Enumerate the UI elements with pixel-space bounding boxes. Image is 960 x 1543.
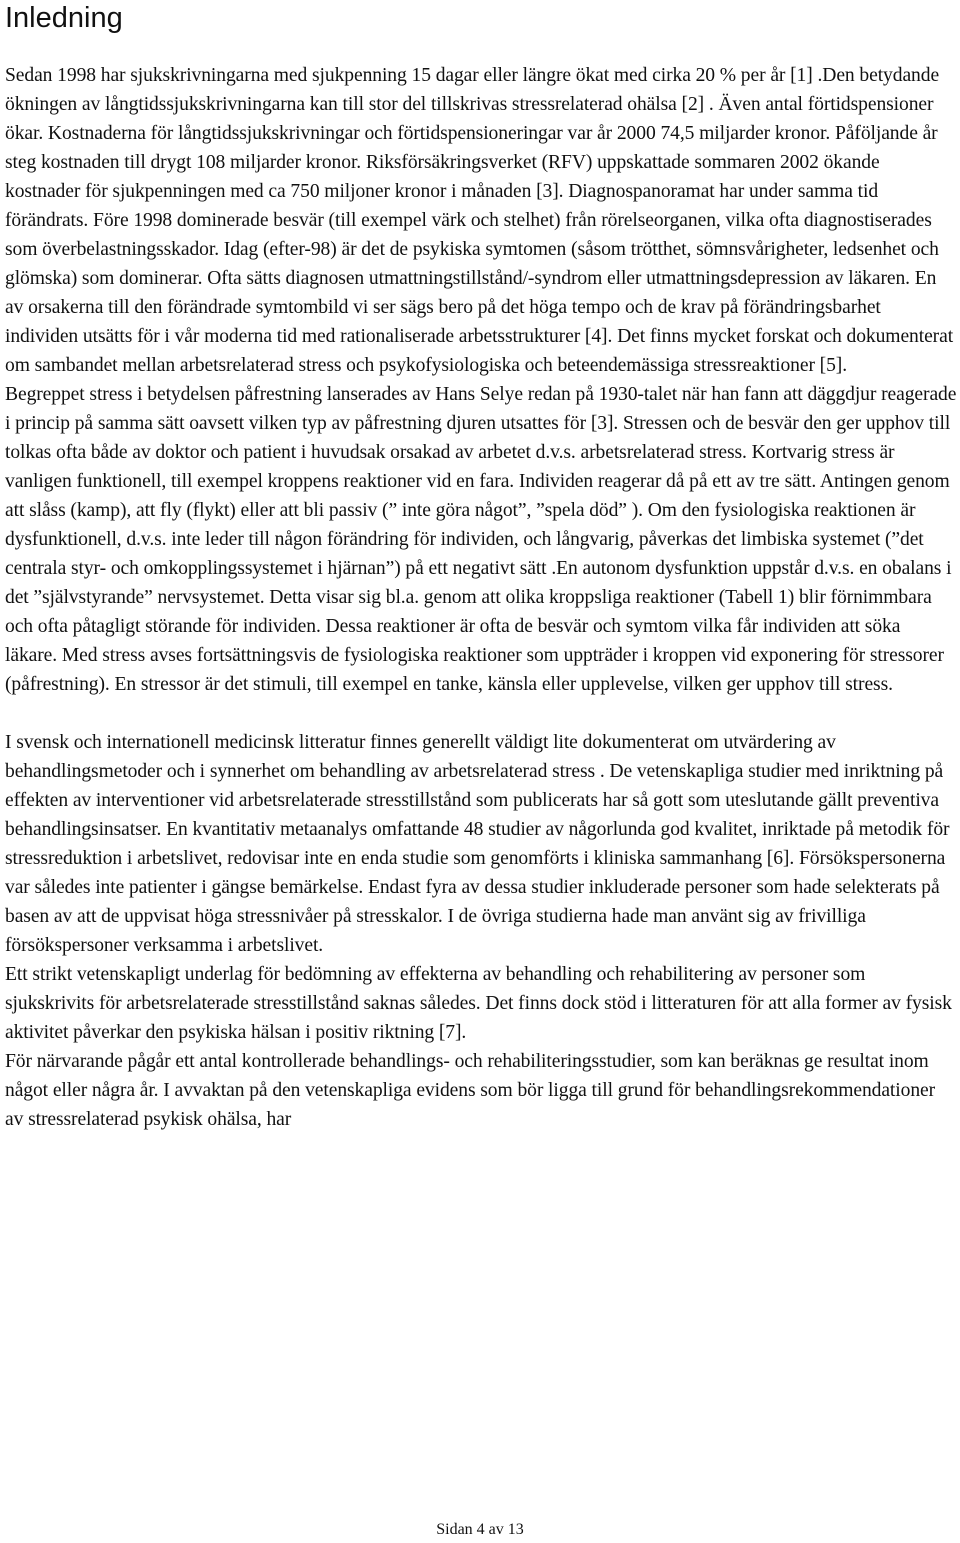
paragraph-intro-statistics: Sedan 1998 har sjukskrivningarna med sjukpenning 15 dagar eller längre ökat med cirka 20 % per år [1] .Den betydande ökningen av långtidssjukskrivningarna kan till stor del tillskrivas stressrelaterad ohälsa [2] . Även antal förtidspensioner ökar. Kostnaderna för långtidssjukskrivningar och förtidspensioneringar var år 2000 74,5 miljarder kronor. Påföljande år steg kostnaden till drygt 108 miljarder kronor. Riksförsäkringsverket (RFV) uppskattade sommaren 2002 ökande kostnader för sjukpenningen med ca 750 miljoner kronor i månaden [3]. Diagnospanoramat har under samma tid förändrats. Före 1998 dominerade besvär (till exempel värk och stelhet) från rörelseorganen, vilka ofta diagnostiserades som överbelastningsskador. Idag (efter-98) är det de psykiska symtomen (såsom trötthet, sömnsvårigheter, ledsenhet och glömska) som dominerar. Ofta sätts diagnosen utmattningstillstånd/-syndrom eller utmattningsdepression av läkaren. En av orsakerna till den förändrade symtombild vi ser sägs bero på det höga tempo och de krav på förändringsbarhet individen utsätts för i vår moderna tid med rationaliserade arbetsstrukturer [4]. Det finns mycket forskat och dokumenterat om sambandet mellan arbetsrelaterad stress och psykofysiologiska och beteendemässiga stressreaktioner [5]. [5, 65, 954, 376]
paragraph-spacer [5, 699, 957, 728]
paragraph-ongoing-studies: För närvarande pågår ett antal kontrollerade behandlings- och rehabiliteringsstudier, som kan beräknas ge resultat inom något eller några år. I avvaktan på den vetenskapliga evidens som bör ligga till grund för behandlingsrekommendationer av stressrelaterad psykisk ohälsa, har [5, 1051, 936, 1130]
paragraph-literature-review: I svensk och internationell medicinsk litteratur finnes generellt väldigt lite dokumenterat om utvärdering av behandlingsmetoder och i synnerhet om behandling av arbetsrelaterad stress . De vetenskapliga studier med inriktning på effekten av interventioner vid arbetsrelaterade stresstillstånd som publicerats har så gott som uteslutande gällt preventiva behandlingsinsatser. En kvantitativ metaanalys omfattande 48 studier av någorlunda god kvalitet, inriktade på metodik för stressreduktion i arbetslivet, redovisar inte en enda studie som genomförts i kliniska sammanhang [6]. Försökspersonerna var således inte patienter i gängse bemärkelse. Endast fyra av dessa studier inkluderade personer som hade selekterats på basen av att de uppvisat höga stressnivåer på stresskalor. I de övriga studierna hade man använt sig av frivilliga försökspersoner verksamma i arbetslivet. [5, 732, 950, 956]
document-page [5, 0, 957, 1134]
page-number-footer: Sidan 4 av 13 [436, 1521, 524, 1538]
paragraph-scientific-basis: Ett strikt vetenskapligt underlag för bedömning av effekterna av behandling och rehabilitering av personer som sjukskrivits för arbetsrelaterade stresstillstånd saknas således. Det finns dock stöd i litteraturen för att alla former av fysisk aktivitet påverkar den psykiska hälsan i positiv riktning [7]. [5, 964, 952, 1043]
section-heading: Inledning [5, 2, 123, 34]
paragraph-stress-definition: Begreppet stress i betydelsen påfrestning lanserades av Hans Selye redan på 1930-talet när han fann att däggdjur reagerade i princip på samma sätt oavsett vilken typ av påfrestning djuren utsattes för [3]. Stressen och de besvär den ger upphov till tolkas ofta både av doktor och patient i huvudsak orsakad av arbetet d.v.s. arbetsrelaterad stress. Kortvarig stress är vanligen funktionell, till exempel kroppens reaktioner vid en fara. Individen reagerar då på ett av tre sätt. Antingen genom att slåss (kamp), att fly (flykt) eller att bli passiv (” inte göra något”, ”spela död” ). Om den fysiologiska reaktionen är dysfunktionell, d.v.s. inte leder till någon förändring för individen, och långvarig, påverkas det limbiska systemet (”det centrala styr- och omkopplingssystemet i hjärnan”) på ett negativt sätt .En autonom dysfunktion uppstår d.v.s. en obalans i det ”självstyrande” nervsystemet. Detta visar sig bl.a. genom att olika kroppsliga reaktioner (Tabell 1) blir förnimmbara och ofta påtagligt störande för individen. Dessa reaktioner är ofta de besvär och symtom vilka får individen att söka läkare. Med stress avses fortsättningsvis de fysiologiska reaktioner som uppträder i kroppen vid exponering för stressorer (påfrestning). En stressor är det stimuli, till exempel en tanke, känsla eller upplevelse, vilken ger upphov till stress. [5, 384, 957, 695]
